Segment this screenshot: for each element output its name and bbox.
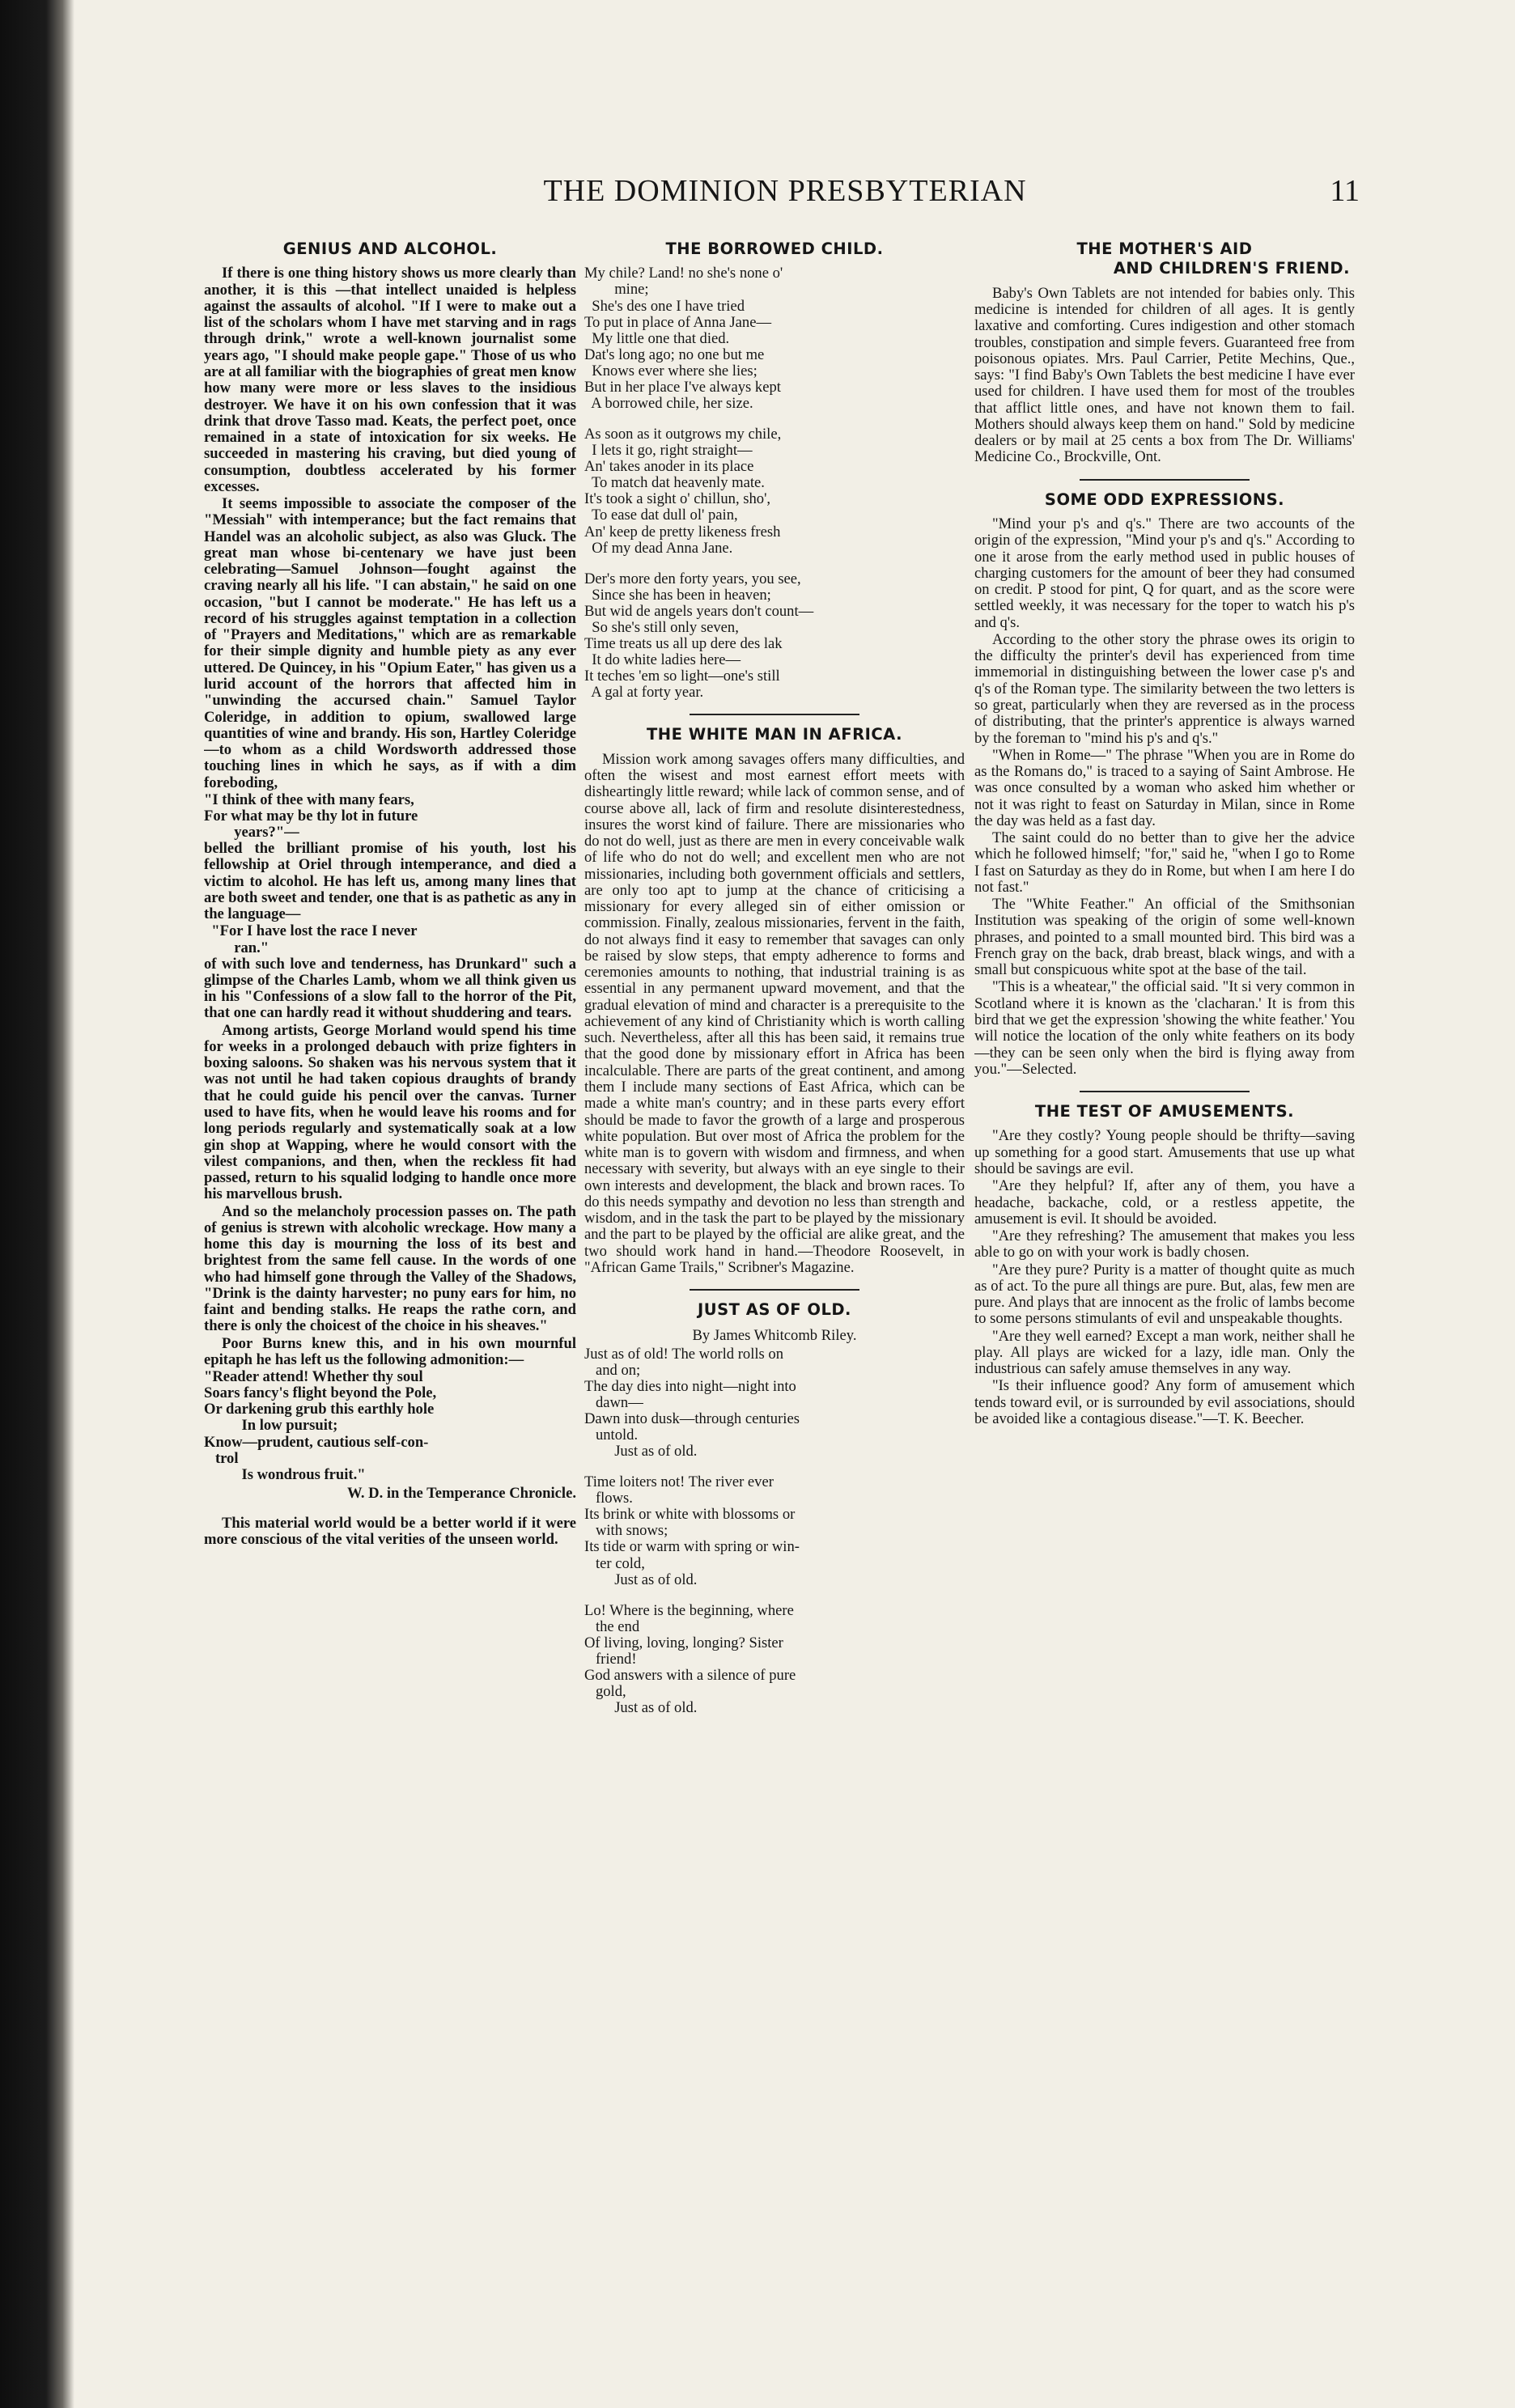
section-divider xyxy=(690,1289,859,1291)
poem-stanza: Time loiters not! The river ever flows. Its brink or white with blossoms or with snows; Its tide or warm with spring or win- ter cold, Just as of old. xyxy=(584,1473,800,1588)
source-credit: W. D. in the Temperance Chronicle. xyxy=(346,1484,576,1502)
article-heading-text: THE MOTHER'S AID xyxy=(1076,240,1253,258)
article-paragraph: Among artists, George Morland would spend his time for weeks in a prolonged debauch with prize fighters in boxing saloons. So shaken was his nervous system that it was not until he had taken copious draughts of brandy that he could guide his pencil over the canvas. Turner used to have fits, when he would leave his rooms and for long periods regularly and systematically soak at a low gin shop at Wapping, where he would consort with the vilest companions, and then, when the reckless fit had passed, return to his squalid lodging to handle once more his marvellous brush. xyxy=(204,1021,576,1203)
page-number: 11 xyxy=(1330,174,1360,208)
section-divider xyxy=(1080,1091,1250,1092)
article-paragraph: "Are they well earned? Except a man work, neither shall he play. All plays are wicked for a lazy, idle man. Only the industrious can safely amuse themselves in any way. xyxy=(974,1327,1355,1378)
article-heading xyxy=(584,725,965,744)
article-heading-text: THE BORROWED CHILD. xyxy=(665,240,884,258)
article-paragraph: If there is one thing history shows us more clearly than another, it is this —that intellect unaided is helpless against the assaults of alcohol. "If I were to make out a list of the scholars whom I have met starving and in rags through drink," wrote a well-known journalist some years ago, "I should make people gape." Those of us who are at all familiar with the biographies of great men know how many were more or less slaves to the insidious destroyer. We have it on his own confession that it was drink that drove Tasso mad. Keats, the perfect poet, once remained in a state of intoxication for six weeks. He succeeded in mastering his craving, but died young of consumption, doubtless accelerated by his former excesses. xyxy=(204,265,576,495)
article-paragraph: The saint could do no better than to give her the advice which he followed himself; "for," said he, "when I go to Rome I fast on Saturday as they do in Rome, but when I am here I do not fast." xyxy=(974,829,1355,896)
article-heading-text: GENIUS AND ALCOHOL. xyxy=(282,240,498,258)
poem-stanza: "I think of thee with many fears, For what may be thy lot in future years?"— xyxy=(204,791,418,842)
section-divider xyxy=(690,714,859,715)
column-middle xyxy=(584,233,965,2385)
article-heading xyxy=(974,490,1355,510)
article-paragraph: "Are they costly? Young people should be thrifty—saving up something for a good start. Amusements that use up what should be savings are evil. xyxy=(974,1127,1355,1177)
byline: By James Whitcomb Riley. xyxy=(692,1326,857,1344)
article-paragraph: "This is a wheatear," the official said. "It si very common in Scotland where it is known as the 'clacharan.' It is from this bird that we get the expression 'showing the white feather.' You will notice the location of the only white feathers on its body—they can be seen only when the bird is flying away from you."—Selected. xyxy=(974,978,1355,1078)
article-heading xyxy=(584,240,965,259)
poem-stanza: "For I have lost the race I never ran." xyxy=(211,922,418,956)
article-heading-text: JUST AS OF OLD. xyxy=(698,1300,851,1320)
article-paragraph: This material world would be a better world if it were more conscious of the vital verities of the unseen world. xyxy=(204,1514,576,1549)
article-paragraph: "Are they helpful? If, after any of them, you have a headache, backache, cold, or a restless appetite, the amusement is evil. It should be avoided. xyxy=(974,1177,1355,1227)
masthead: THE DOMINION PRESBYTERIAN xyxy=(543,174,1027,208)
article-paragraph: And so the melancholy procession passes on. The path of genius is strewn with alcoholic wreckage. How many a home this day is mourning the loss of its best and brightest from the same fell cause. In the words of one who had himself gone through the Valley of the Shadows, "Drink is the dainty harvester; no puny ears for him, no faint and bending stalks. He reaps the rathe corn, and there is only the choicest of the choice in his sheaves." xyxy=(204,1202,576,1335)
article-paragraph: "Are they refreshing? The amusement that makes you less able to go on with your work is badly chosen. xyxy=(974,1227,1355,1261)
article-paragraph: "Are they pure? Purity is a matter of thought quite as much as of act. To the pure all things are pure. But, alas, few men are pure. And plays that are innocent as the frolic of lambs become to some persons stimulants of evil and unspeakable thoughts. xyxy=(974,1261,1355,1328)
poem-stanza: Der's more den forty years, you see, Since she has been in heaven; But wid de angels years don't count— So she's still only seven, Time treats us all up dere des lak It do white ladies here— It teches 'em so light—one's still A gal at forty year. xyxy=(584,570,814,702)
poem-stanza: Lo! Where is the beginning, where the end Of living, loving, longing? Sister friend! God answers with a silence of pure gold, Just as of old. xyxy=(584,1601,796,1717)
article-paragraph: It seems impossible to associate the composer of the "Messiah" with intemperance; but the fact remains that Handel was an alcoholic subject, as also was Gluck. The great man whose bi-centenary we have just been celebrating—Samuel Johnson—fought against the craving nearly all his life. "I can abstain," he said on one occasion, "but I cannot be moderate." He has left us a record of his struggles against temptation in a collection of "Prayers and Meditations," which are as remarkable for their simple dignity and humble piety as any ever uttered. De Quincey, in his "Opium Eater," has given us a lurid account of the horrors that affected him in "unwinding the accursed chain." Samuel Taylor Coleridge, in addition to opium, swallowed large quantities of wine and brandy. His son, Hartley Coleridge—to whom as a child Wordsworth addressed those touching lines in which he says, as if with a dim foreboding, xyxy=(204,495,576,791)
section-divider xyxy=(1080,479,1250,481)
poem-stanza: My chile? Land! no she's none o' mine; She's des one I have tried To put in place of Anna Jane— My little one that died. Dat's long ago; no one but me Knows ever where she lies; But in her place I've always kept A borrowed chile, her size. xyxy=(584,265,783,412)
article-paragraph: Mission work among savages offers many difficulties, and often the wisest and most earnest effort meets with disheartingly little reward; while lack of common sense, and of course above all, lack of firm and resolute disinterestedness, insures the worst kind of failure. There are missionaries who do not do well, just as there are men in every conceivable walk of life who do not do well; and excellent men who are not missionaries, including both government officials and settlers, are only too apt to jump at the chance of criticising a missionary for every alleged sin of either omission or commission. Finally, zealous missionaries, fervent in the faith, do not always find it easy to remember that savages can only be raised by slow steps, that empty adherence to forms and ceremonies amounts to nothing, that industrial training is as essential in any permanent upward movement, and that the gradual elevation of mind and character is a prerequisite to the achievement of any kind of Christianity which is worth calling such. Nevertheless, after all this has been said, it remains true that the good done by missionary effort in Africa has been incalculable. There are parts of the great continent, and among them I include many sections of East Africa, which can be made a white man's country; and in these parts every effort should be made to favor the growth of a large and prosperous white population. But over most of Africa the problem for the white man is to govern with wisdom and firmness, and when necessary with severity, but always with an eye single to their own interests and development, the black and brown races. To do this needs sympathy and devotion no less than strength and wisdom, and in the task the part to be played by the missionary and the part to be played by the official are alike great, and the two should work hand in hand.—Theodore Roosevelt, in "African Game Trails," Scribner's Magazine. xyxy=(584,750,965,1276)
article-heading xyxy=(974,240,1355,279)
article-paragraph: "Mind your p's and q's." There are two accounts of the origin of the expression, "Mind your p's and q's." According to one it arose from the early method used in public houses of charging customers for the amount of beer they had consumed on credit. P stood for pint, Q for quart, and as the score were settled weekly, it was necessary for the toper to watch his p's and q's. xyxy=(974,515,1355,631)
article-heading-text: AND CHILDREN'S FRIEND. xyxy=(1113,259,1350,278)
article-paragraph: Baby's Own Tablets are not intended for babies only. This medicine is intended for children of all ages. It is gently laxative and comforting. Cures indigestion and other stomach troubles, constipation and simple fevers. Guaranteed free from poisonous opiates. Mrs. Paul Carrier, Petite Mechins, Que., says: "I find Baby's Own Tablets the best medicine I have ever used for children. I have used them for most of the troubles that afflict little ones, and have not known them to fail. Mothers should always keep them on hand." Sold by medicine dealers or by mail at 25 cents a box from The Dr. Williams' Medicine Co., Brockville, Ont. xyxy=(974,284,1355,466)
binding-edge-shadow xyxy=(0,0,74,2408)
article-paragraph: Poor Burns knew this, and in his own mournful epitaph he has left us the following admonition:— xyxy=(204,1334,576,1368)
poem-stanza: Just as of old! The world rolls on and on; The day dies into night—night into dawn— Dawn into dusk—through centuries untold. Just as of old. xyxy=(584,1345,800,1460)
poem-stanza: "Reader attend! Whether thy soul Soars fancy's flight beyond the Pole, Or darkening grub this earthly hole In low pursuit; Know—prudent, cautious self-con- trol Is wondrous fruit." xyxy=(204,1368,437,1483)
column-right xyxy=(974,233,1355,2385)
article-heading xyxy=(584,1300,965,1320)
article-heading-text: THE TEST OF AMUSEMENTS. xyxy=(1034,1102,1295,1121)
article-paragraph: of with such love and tenderness, has Drunkard" such a glimpse of the Charles Lamb, whom we all think given us in his "Confessions of a slow fall to the horror of the Pit, that one can hardly read it without shuddering and tears. xyxy=(204,955,576,1022)
article-paragraph: According to the other story the phrase owes its origin to the difficulty the printer's devil has experienced from time immemorial in distinguishing between the lower case p's and q's of the Roman type. The similarity between the two letters is so great, particularly when they are reversed as in the process of distributing, that the printer's apprentice is always warned by the foreman to "mind his p's and q's." xyxy=(974,630,1355,747)
article-heading xyxy=(204,240,576,259)
page-header xyxy=(453,173,1360,218)
column-left xyxy=(204,233,576,2385)
article-heading xyxy=(974,1102,1355,1121)
article-paragraph: belled the brilliant promise of his youth, lost his fellowship at Oriel through intemperance, and died a victim to alcohol. He has left us, among many lines that are both sweet and tender, one that is as pathetic as any in the language— xyxy=(204,840,576,923)
article-heading-text: THE WHITE MAN IN AFRICA. xyxy=(646,725,903,744)
article-paragraph: "When in Rome—" The phrase "When you are in Rome do as the Romans do," is traced to a saying of Saint Ambrose. He was once consulted by a woman who asked him whether or not it was right to feast on Saturday in Milan, since in Rome the day was held as a fast day. xyxy=(974,746,1355,829)
article-paragraph: "Is their influence good? Any form of amusement which tends toward evil, or is surrounded by evil associations, should be avoided like a contagious disease."—T. K. Beecher. xyxy=(974,1377,1355,1427)
article-paragraph: The "White Feather." An official of the Smithsonian Institution was speaking of the origin of some well-known phrases, and pointed to a small mounted bird. This bird was a French gray on the back, drab breast, black wings, and with a small but conspicuous white spot at the base of the tail. xyxy=(974,896,1355,979)
article-heading-text: SOME ODD EXPRESSIONS. xyxy=(1044,490,1285,509)
poem-stanza: As soon as it outgrows my chile, I lets it go, right straight— An' takes anoder in its place To match dat heavenly mate. It's took a sight o' chillun, sho', To ease dat dull ol' pain, An' keep de pretty likeness fresh Of my dead Anna Jane. xyxy=(584,426,782,557)
